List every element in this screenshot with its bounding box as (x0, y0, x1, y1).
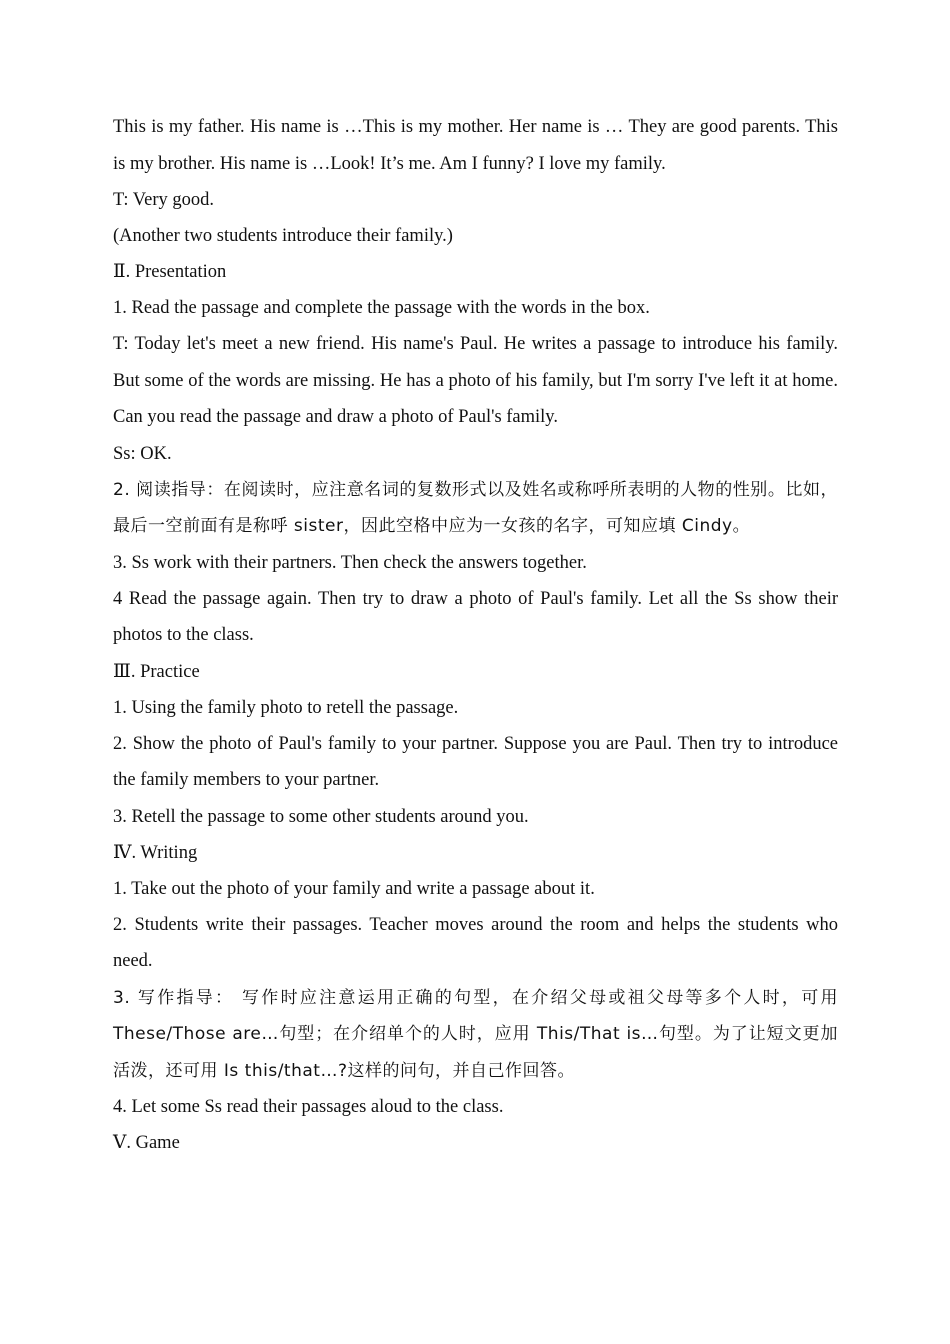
paragraph-reading-guidance: 2. 阅读指导：在阅读时，应注意名词的复数形式以及姓名或称呼所表明的人物的性别。比如，最后一空前面有是称呼 sister，因此空格中应为一女孩的名字，可知应填 Cindy。 (113, 479, 838, 536)
paragraph-teacher-very-good: T: Very good. (113, 190, 214, 210)
paragraph-show-photo-partner: 2. Show the photo of Paul's family to your partner. Suppose you are Paul. Then try to introduce the family members to your partner. (113, 733, 838, 790)
paragraph-retell-students: 3. Retell the passage to some other students around you. (113, 806, 529, 827)
heading-game: Ⅴ. Game (113, 1133, 180, 1153)
paragraph-retell-with-photo: 1. Using the family photo to retell the passage. (113, 697, 459, 718)
paragraph-take-out-photo: 1. Take out the photo of your family and write a passage about it. (113, 878, 595, 899)
paragraph-family-intro: This is my father. His name is …This is my mother. Her name is … They are good parents. This is my brother. His name is …Look! It’s me. Am I funny? I love my family. (113, 117, 838, 174)
heading-practice: Ⅲ. Practice (113, 661, 200, 682)
paragraph-draw-photo: 4 Read the passage again. Then try to draw a photo of Paul's family. Let all the Ss show their photos to the class. (113, 588, 838, 645)
paragraph-students-ok: Ss: OK. (113, 443, 172, 464)
paragraph-read-passage: 1. Read the passage and complete the passage with the words in the box. (113, 298, 650, 318)
paragraph-writing-guidance: 3. 写作指导： 写作时应注意运用正确的句型，在介绍父母或祖父母等多个人时，可用 These/Those are…句型；在介绍单个的人时，应用 This/That is…句型。为了让短文更加活泼，还可用 Is this/that…?这样的问句，并自己作回答。 (113, 987, 838, 1081)
heading-writing: Ⅳ. Writing (113, 842, 198, 863)
paragraph-read-aloud: 4. Let some Ss read their passages aloud to the class. (113, 1097, 504, 1117)
document-body (113, 109, 838, 1161)
paragraph-check-answers: 3. Ss work with their partners. Then check the answers together. (113, 552, 587, 573)
paragraph-students-write: 2. Students write their passages. Teacher moves around the room and helps the students who need. (113, 914, 838, 971)
paragraph-another-two-students: (Another two students introduce their family.) (113, 226, 453, 246)
paragraph-teacher-meet-paul: T: Today let's meet a new friend. His name's Paul. He writes a passage to introduce his family. But some of the words are missing. He has a photo of his family, but I'm sorry I've left it at home. Can you read the passage and draw a photo of Paul's family. (113, 334, 838, 427)
heading-presentation: Ⅱ. Presentation (113, 262, 227, 282)
